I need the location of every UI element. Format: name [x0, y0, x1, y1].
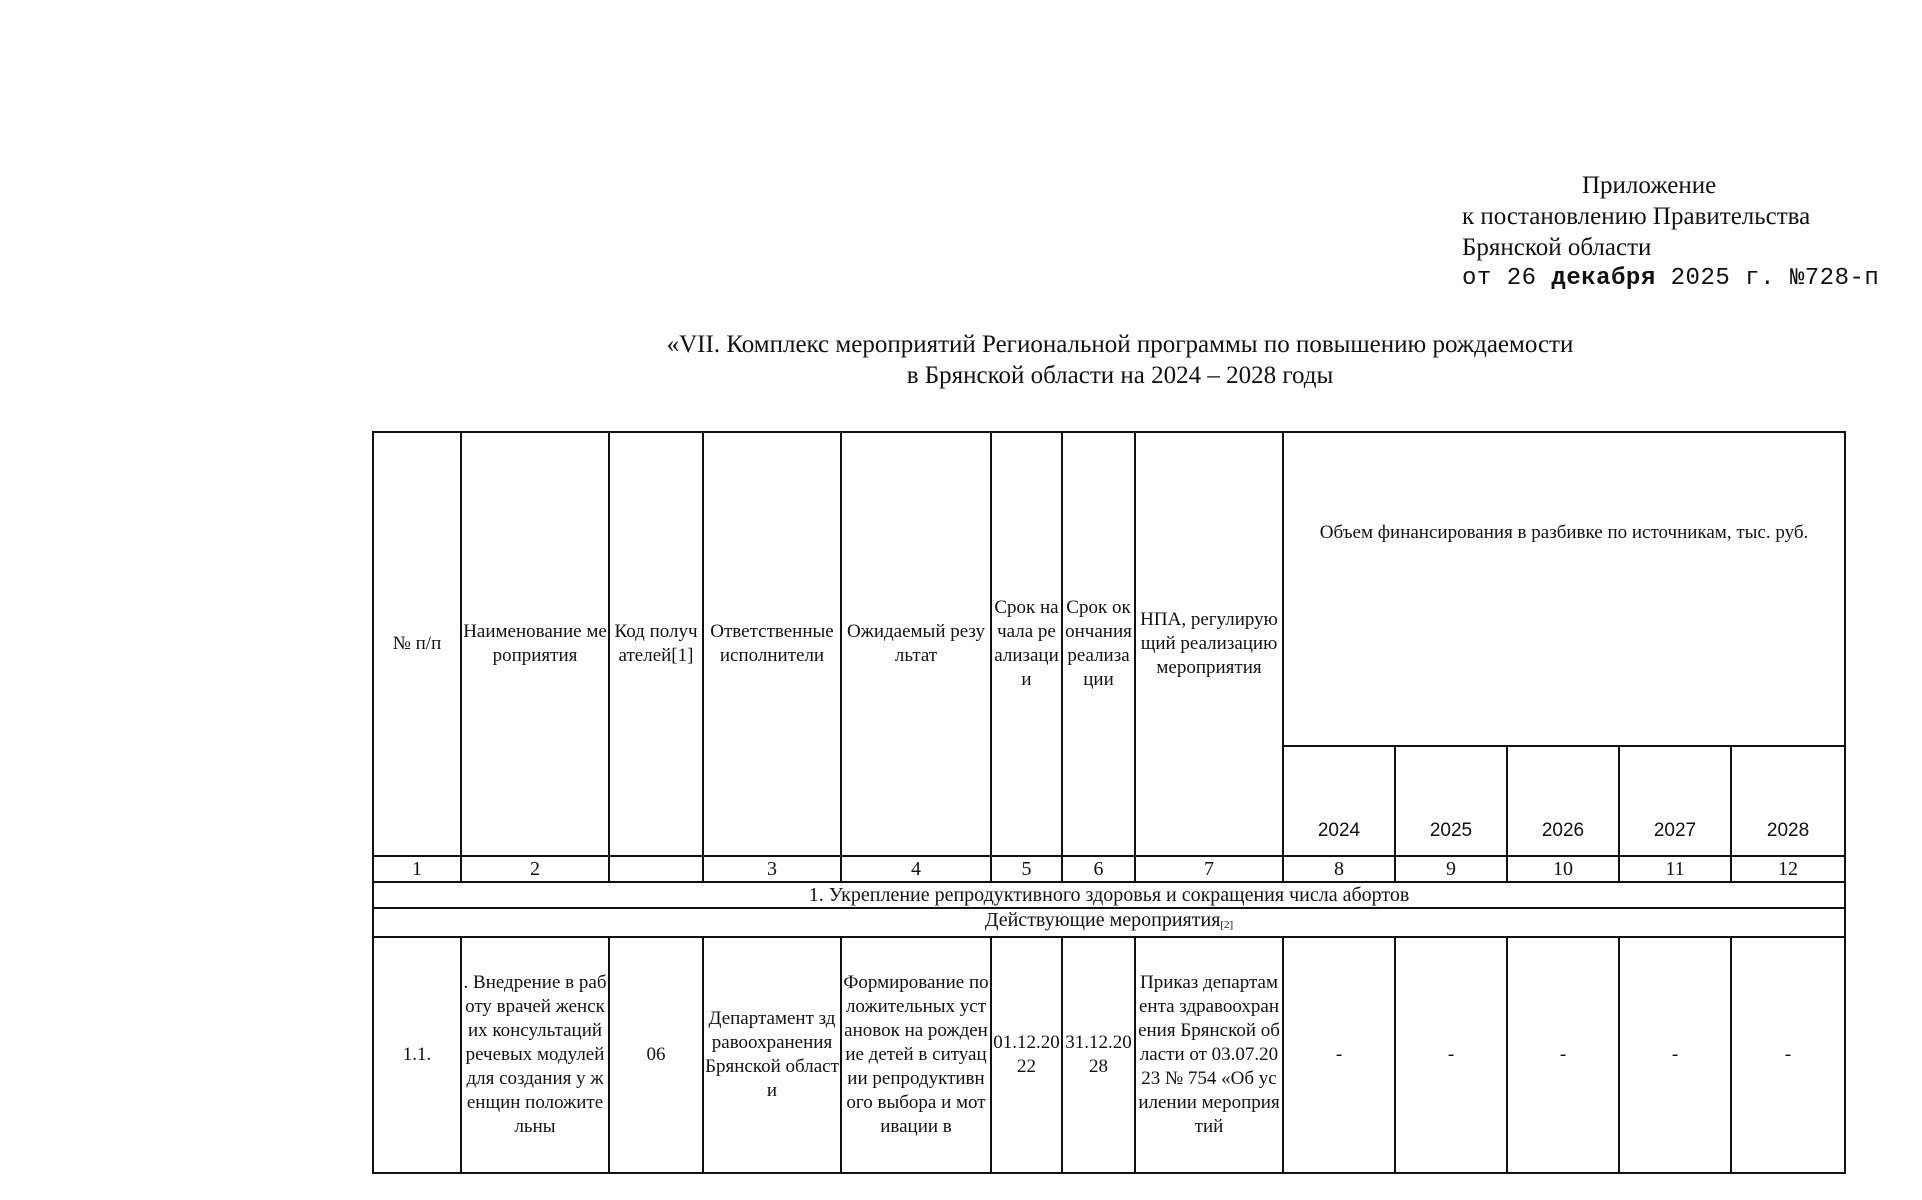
- header-year-2026: 2026: [1507, 746, 1619, 856]
- header-result: Ожидаемый результат: [841, 432, 991, 856]
- subsection-row: [373, 908, 1845, 937]
- decree-date-prefix: от 26: [1462, 265, 1537, 292]
- subsection-footnote-ref: [2]: [1220, 919, 1234, 931]
- cell-code: 06: [609, 937, 703, 1173]
- column-number: 1: [373, 856, 461, 882]
- section-row: [373, 882, 1845, 908]
- header-end: Срок окончания реализации: [1062, 432, 1135, 856]
- cell-name: . Внедрение в работу врачей женских консультаций речевых модулей для создания у женщин положительны: [461, 937, 609, 1173]
- cell-result: Формирование положительных установок на рождение детей в ситуации репродуктивного выбора и мотивации в: [841, 937, 991, 1173]
- column-number-row: [373, 856, 1845, 882]
- column-number: 11: [1619, 856, 1731, 882]
- decree-date-number: [1462, 263, 1902, 294]
- header-num: № п/п: [373, 432, 461, 856]
- decree-number: 2025 г. №728-п: [1670, 265, 1880, 292]
- cell-2028: -: [1731, 937, 1845, 1173]
- approval-block: [1462, 170, 1902, 294]
- header-executor: Ответственные исполнители: [703, 432, 841, 856]
- cell-num: 1.1.: [373, 937, 461, 1173]
- column-number: [609, 856, 703, 882]
- section-title: 1. Укрепление репродуктивного здоровья и сокращения числа абортов: [373, 882, 1845, 908]
- header-year-2028: 2028: [1731, 746, 1845, 856]
- column-number: 6: [1062, 856, 1135, 882]
- cell-2026: -: [1507, 937, 1619, 1173]
- column-number: 7: [1135, 856, 1283, 882]
- column-number: 2: [461, 856, 609, 882]
- header-financing: Объем финансирования в разбивке по источникам, тыс. руб.: [1283, 432, 1845, 746]
- header-start: Срок начала реализации: [991, 432, 1062, 856]
- cell-2025: -: [1395, 937, 1507, 1173]
- header-year-2024: 2024: [1283, 746, 1395, 856]
- header-year-2027: 2027: [1619, 746, 1731, 856]
- column-number: 8: [1283, 856, 1395, 882]
- header-name: Наименование мероприятия: [461, 432, 609, 856]
- column-number: 4: [841, 856, 991, 882]
- cell-2024: -: [1283, 937, 1395, 1173]
- subsection-cell: [373, 908, 1845, 937]
- title-line-2: в Брянской области на 2024 – 2028 годы: [906, 362, 1334, 389]
- column-number: 9: [1395, 856, 1507, 882]
- header-npa: НПА, регулирующий реализацию мероприятия: [1135, 432, 1283, 856]
- document-title: [560, 329, 1680, 391]
- column-number: 3: [703, 856, 841, 882]
- approval-authority: Брянской области: [1462, 234, 1652, 261]
- column-number: 12: [1731, 856, 1845, 882]
- cell-npa: Приказ департамента здравоохранения Брянской области от 03.07.2023 № 754 «Об усилении мероприятий: [1135, 937, 1283, 1173]
- cell-start-date: 01.12.2022: [991, 937, 1062, 1173]
- title-line-1: «VII. Комплекс мероприятий Региональной программы по повышению рождаемости: [666, 331, 1574, 358]
- header-year-2025: 2025: [1395, 746, 1507, 856]
- approval-decree-ref: к постановлению Правительства: [1462, 203, 1811, 230]
- cell-end-date: 31.12.2028: [1062, 937, 1135, 1173]
- header-code: Код получателей[1]: [609, 432, 703, 856]
- decree-month: декабря: [1551, 265, 1656, 292]
- table-row: [373, 937, 1845, 1173]
- column-number: 5: [991, 856, 1062, 882]
- header-row: [373, 432, 1845, 746]
- approval-heading: Приложение: [1582, 172, 1717, 199]
- subsection-title: Действующие мероприятия: [984, 909, 1221, 931]
- cell-executor: Департамент здравоохранения Брянской области: [703, 937, 841, 1173]
- cell-2027: -: [1619, 937, 1731, 1173]
- column-number: 10: [1507, 856, 1619, 882]
- measures-table: [372, 431, 1846, 1174]
